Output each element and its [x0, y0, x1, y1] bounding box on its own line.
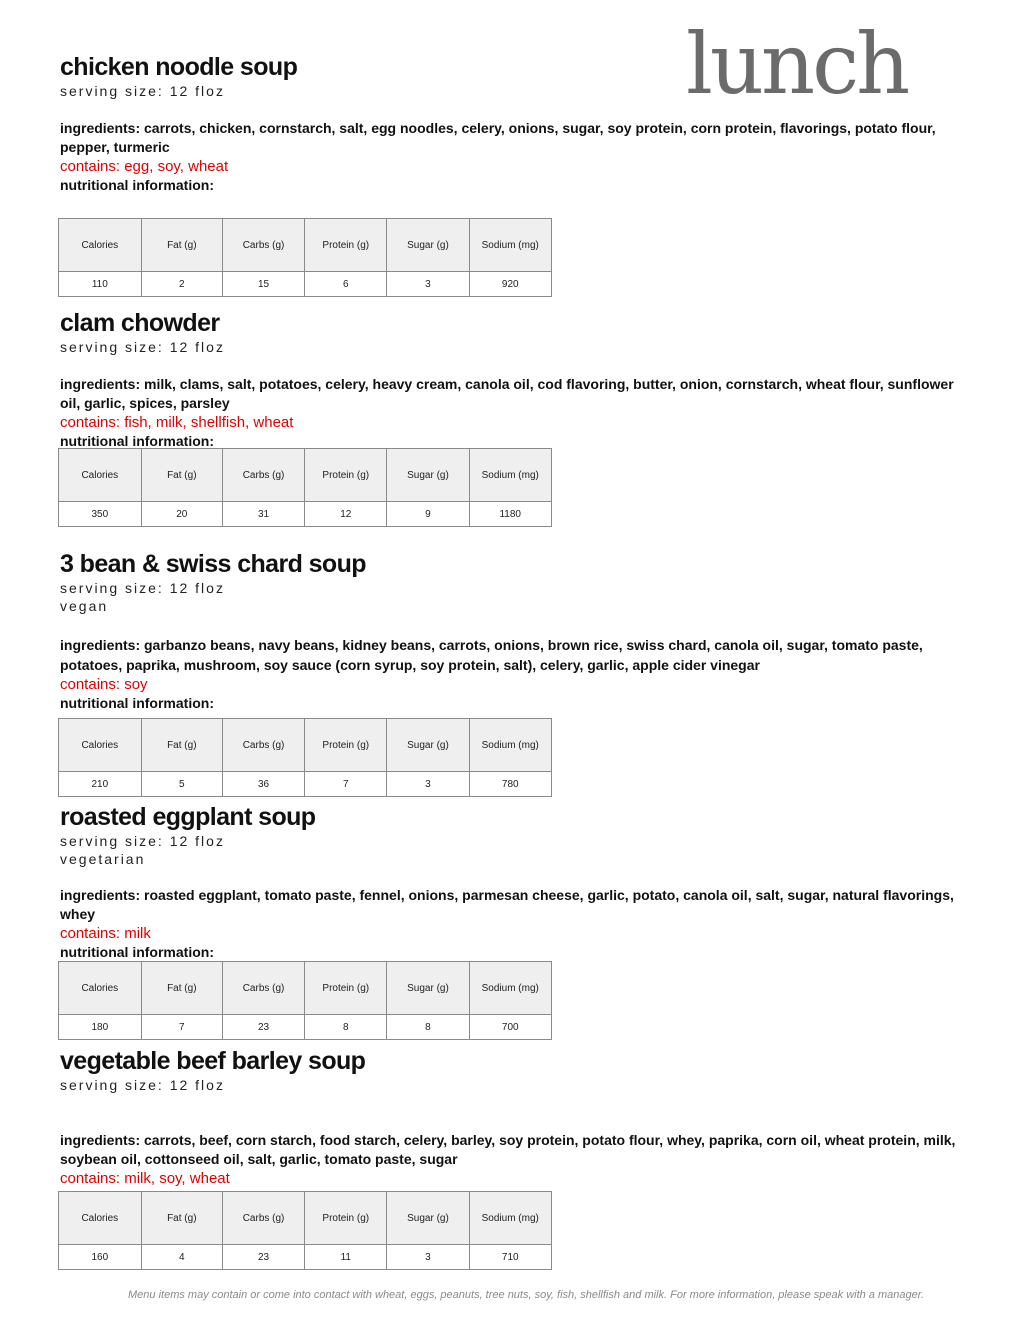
- value-protein: 12: [305, 502, 387, 527]
- value-carbs: 31: [223, 502, 305, 527]
- header-sugar: Sugar (g): [387, 219, 469, 272]
- value-fat: 2: [141, 272, 222, 297]
- header-protein: Protein (g): [305, 449, 387, 502]
- value-sodium: 780: [469, 772, 552, 797]
- item-title: vegetable beef barley soup: [60, 1047, 366, 1075]
- header-sugar: Sugar (g): [387, 719, 469, 772]
- value-sodium: 1180: [469, 502, 552, 527]
- header-carbs: Carbs (g): [223, 962, 305, 1015]
- menu-item-vegetable-beef-barley-soup: [60, 1046, 960, 1188]
- item-title: roasted eggplant soup: [60, 803, 316, 831]
- header-sodium: Sodium (mg): [469, 449, 552, 502]
- header-calories: Calories: [59, 449, 142, 502]
- nutrition-label: nutritional information:: [60, 695, 214, 711]
- header-protein: Protein (g): [305, 962, 387, 1015]
- header-calories: Calories: [59, 219, 142, 272]
- header-fat: Fat (g): [141, 962, 222, 1015]
- value-protein: 6: [305, 272, 387, 297]
- nutrition-table: [58, 218, 552, 297]
- value-carbs: 15: [223, 272, 305, 297]
- menu-item-3-bean-swiss-chard-soup: [60, 549, 960, 713]
- nutrition-table: [58, 1191, 552, 1270]
- header-protein: Protein (g): [305, 219, 387, 272]
- allergens: contains: fish, milk, shellfish, wheat: [60, 414, 294, 431]
- value-sugar: 8: [387, 1015, 469, 1040]
- serving-size: serving size: 12 floz: [60, 580, 225, 596]
- ingredients: ingredients: roasted eggplant, tomato paste, fennel, onions, parmesan cheese, garlic, potato, canola oil, salt, sugar, natural flavorings, whey: [60, 887, 954, 922]
- nutrition-table: [58, 448, 552, 527]
- value-calories: 110: [59, 272, 142, 297]
- menu-item-clam-chowder: [60, 308, 960, 451]
- nutrition-table: [58, 718, 552, 797]
- header-fat: Fat (g): [141, 1192, 222, 1245]
- value-calories: 350: [59, 502, 142, 527]
- header-fat: Fat (g): [141, 219, 222, 272]
- ingredients: ingredients: carrots, beef, corn starch, food starch, celery, barley, soy protein, potato flour, whey, paprika, corn oil, wheat protein, milk, soybean oil, cottonseed oil, salt, garlic, tomato paste, sugar: [60, 1132, 956, 1167]
- menu-item-roasted-eggplant-soup: [60, 802, 960, 962]
- value-sugar: 3: [387, 272, 469, 297]
- value-protein: 11: [305, 1245, 387, 1270]
- value-sugar: 3: [387, 772, 469, 797]
- allergens: contains: soy: [60, 676, 148, 693]
- header-calories: Calories: [59, 719, 142, 772]
- value-calories: 210: [59, 772, 142, 797]
- value-fat: 5: [141, 772, 222, 797]
- header-calories: Calories: [59, 962, 142, 1015]
- value-calories: 180: [59, 1015, 142, 1040]
- allergen-disclaimer: Menu items may contain or come into contact with wheat, eggs, peanuts, tree nuts, soy, fish, shellfish and milk. For more information, please speak with a manager.: [128, 1289, 925, 1301]
- item-title: clam chowder: [60, 309, 220, 337]
- ingredients: ingredients: garbanzo beans, navy beans, kidney beans, carrots, onions, brown rice, swiss chard, canola oil, sugar, tomato paste, potatoes, paprika, mushroom, soy sauce (corn syrup, soy protein, salt), celery, garlic, apple cider vinegar: [60, 637, 923, 673]
- header-fat: Fat (g): [141, 719, 222, 772]
- header-sugar: Sugar (g): [387, 449, 469, 502]
- header-carbs: Carbs (g): [223, 719, 305, 772]
- nutrition-label: nutritional information:: [60, 177, 214, 193]
- value-sugar: 3: [387, 1245, 469, 1270]
- nutrition-label: nutritional information:: [60, 944, 214, 960]
- ingredients: ingredients: carrots, chicken, cornstarch, salt, egg noodles, celery, onions, sugar, soy protein, corn protein, flavorings, potato flour, pepper, turmeric: [60, 120, 936, 155]
- header-carbs: Carbs (g): [223, 219, 305, 272]
- header-protein: Protein (g): [305, 719, 387, 772]
- header-sugar: Sugar (g): [387, 1192, 469, 1245]
- serving-size: serving size: 12 floz: [60, 339, 225, 355]
- allergens: contains: egg, soy, wheat: [60, 158, 229, 175]
- header-sugar: Sugar (g): [387, 962, 469, 1015]
- value-fat: 4: [141, 1245, 222, 1270]
- header-calories: Calories: [59, 1192, 142, 1245]
- value-sodium: 700: [469, 1015, 552, 1040]
- serving-size: serving size: 12 floz: [60, 833, 225, 849]
- header-protein: Protein (g): [305, 1192, 387, 1245]
- diet-label: vegetarian: [60, 851, 146, 867]
- value-calories: 160: [59, 1245, 142, 1270]
- page-title: lunch: [686, 15, 908, 113]
- value-sodium: 710: [469, 1245, 552, 1270]
- value-protein: 8: [305, 1015, 387, 1040]
- value-carbs: 23: [223, 1015, 305, 1040]
- value-sodium: 920: [469, 272, 552, 297]
- ingredients: ingredients: milk, clams, salt, potatoes, celery, heavy cream, canola oil, cod flavoring, butter, onion, cornstarch, wheat flour, sunflower oil, garlic, spices, parsley: [60, 376, 954, 411]
- value-carbs: 23: [223, 1245, 305, 1270]
- nutrition-label: nutritional information:: [60, 433, 214, 449]
- value-sugar: 9: [387, 502, 469, 527]
- menu-item-chicken-noodle-soup: [60, 52, 960, 195]
- diet-label: vegan: [60, 598, 109, 614]
- header-carbs: Carbs (g): [223, 1192, 305, 1245]
- serving-size: serving size: 12 floz: [60, 1077, 225, 1093]
- value-protein: 7: [305, 772, 387, 797]
- header-sodium: Sodium (mg): [469, 1192, 552, 1245]
- value-fat: 7: [141, 1015, 222, 1040]
- allergens: contains: milk, soy, wheat: [60, 1170, 230, 1187]
- header-sodium: Sodium (mg): [469, 962, 552, 1015]
- header-carbs: Carbs (g): [223, 449, 305, 502]
- serving-size: serving size: 12 floz: [60, 83, 225, 99]
- header-sodium: Sodium (mg): [469, 219, 552, 272]
- item-title: 3 bean & swiss chard soup: [60, 550, 366, 578]
- header-sodium: Sodium (mg): [469, 719, 552, 772]
- nutrition-table: [58, 961, 552, 1040]
- value-carbs: 36: [223, 772, 305, 797]
- allergens: contains: milk: [60, 925, 151, 942]
- item-title: chicken noodle soup: [60, 53, 298, 81]
- value-fat: 20: [141, 502, 222, 527]
- header-fat: Fat (g): [141, 449, 222, 502]
